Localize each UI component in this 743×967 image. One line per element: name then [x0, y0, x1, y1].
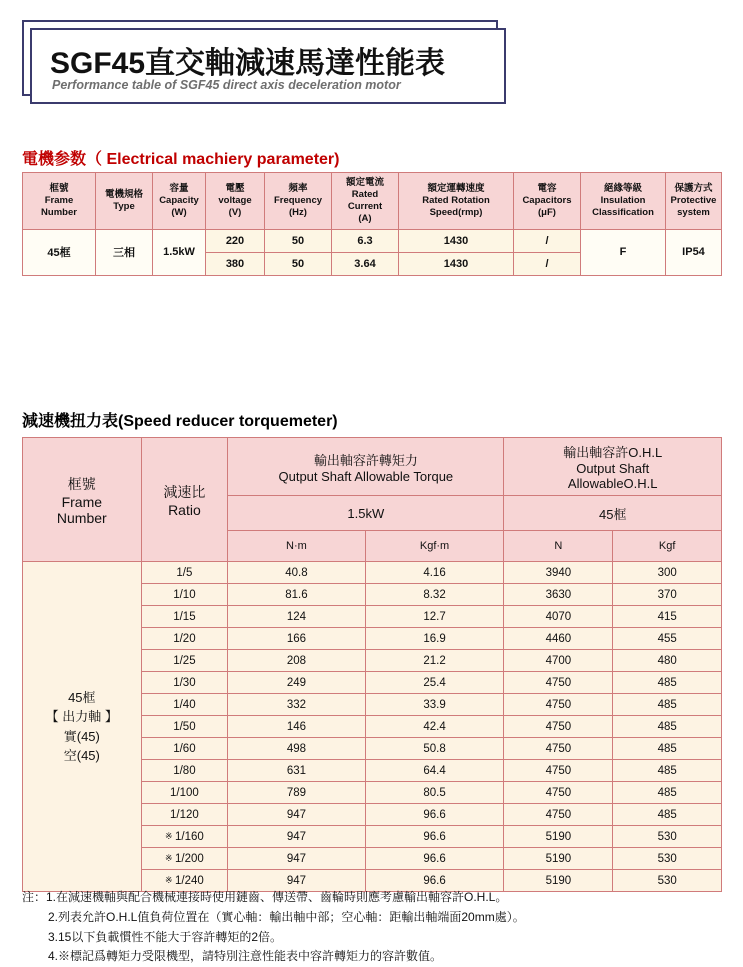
cell-ratio: 1/25: [141, 650, 228, 672]
cell-nm: 947: [228, 804, 365, 826]
cell-capacity: 1.5kW: [153, 229, 206, 275]
cell-n: 4750: [504, 738, 613, 760]
cell-ratio: 1/120: [141, 804, 228, 826]
cell-kgfm: 12.7: [365, 606, 504, 628]
notes-block: [22, 888, 722, 967]
cell-nm: 166: [228, 628, 365, 650]
cell-frame: 45框: [23, 229, 96, 275]
th-frame-number-en: Frame: [61, 493, 103, 510]
cell-kgf: 485: [613, 782, 722, 804]
th-frequency-zh: 頻率: [288, 182, 308, 194]
cell-n: 4750: [504, 782, 613, 804]
cell-type: 三相: [96, 229, 153, 275]
th-ratio-zh: 減速比: [163, 483, 206, 500]
cell-speed: 1430: [399, 229, 514, 252]
cell-nm: 947: [228, 848, 365, 870]
cell-nm: 146: [228, 716, 365, 738]
cell-ratio: 1/100: [141, 782, 228, 804]
th-rated-speed: [399, 173, 514, 230]
th-ohl-frame: 45框: [504, 496, 722, 531]
cell-nm: 789: [228, 782, 365, 804]
cell-kgfm: 80.5: [365, 782, 504, 804]
section-title-electrical: [22, 146, 339, 169]
cell-n: 4750: [504, 694, 613, 716]
cell-ratio: 1/30: [141, 672, 228, 694]
page-header: [22, 20, 502, 100]
th-unit-kgf: Kgf: [613, 531, 722, 562]
cell-nm: 947: [228, 870, 365, 892]
cell-n: 4750: [504, 804, 613, 826]
th-voltage-zh: 電壓: [225, 182, 245, 194]
th-frame-number: [23, 173, 96, 230]
cell-current: 6.3: [332, 229, 399, 252]
th-capacitors-en: Capacitors (μF): [522, 194, 572, 218]
table-header-row: [23, 438, 722, 496]
cell-kgfm: 96.6: [365, 870, 504, 892]
th-torque-en: Qutput Shaft Allowable Torque: [278, 468, 454, 484]
th-insulation-zh: 絕緣等級: [603, 182, 642, 194]
th-ohl-group: [504, 438, 722, 496]
th-rated-current-en: Rated Current (A): [347, 188, 383, 224]
cell-kgfm: 8.32: [365, 584, 504, 606]
th-unit-kgfm: Kgf·m: [365, 531, 504, 562]
header-frame-front: [30, 28, 506, 104]
th-frame-number-zh: 框號: [67, 475, 96, 492]
th-insulation: [581, 173, 666, 230]
cell-ratio: [141, 848, 228, 870]
cell-n: 4750: [504, 760, 613, 782]
th-ohl-en: Output Shaft: [576, 461, 650, 476]
th-rated-current: [332, 173, 399, 230]
cell-frame-label: [23, 562, 142, 892]
th-torque-zh: 輸出軸容許轉矩力: [313, 452, 418, 468]
cell-ratio: 1/60: [141, 738, 228, 760]
th-capacitors-zh: 電容: [537, 182, 557, 194]
cell-ratio: 1/15: [141, 606, 228, 628]
section-title-torque-zh: 減速機扭力表: [22, 413, 119, 430]
cell-ratio-value: 1/240: [175, 874, 204, 887]
th-frame-number-zh: 框號: [49, 182, 69, 194]
cell-nm: 631: [228, 760, 365, 782]
cell-nm: 81.6: [228, 584, 365, 606]
page-subtitle: Performance table of SGF45 direct axis deceleration motor: [52, 78, 401, 92]
frame-label-line-3: 實(45): [63, 728, 100, 744]
th-frequency-en: Frequency (Hz): [273, 194, 323, 218]
th-ohl-zh: 輸出軸容許O.H.L: [563, 445, 663, 460]
th-torque-group: [228, 438, 504, 496]
table-header-row: [23, 173, 722, 230]
th-type: [96, 173, 153, 230]
cell-kgfm: 33.9: [365, 694, 504, 716]
star-marker: ※: [164, 852, 176, 863]
cell-nm: 498: [228, 738, 365, 760]
cell-kgfm: 96.6: [365, 826, 504, 848]
cell-nm: 124: [228, 606, 365, 628]
star-marker: ※: [164, 830, 176, 841]
cell-nm: 208: [228, 650, 365, 672]
cell-kgf: 530: [613, 826, 722, 848]
cell-n: 5190: [504, 826, 613, 848]
section-title-torque: [22, 408, 338, 431]
cell-kgfm: 64.4: [365, 760, 504, 782]
cell-kgf: 370: [613, 584, 722, 606]
cell-n: 4460: [504, 628, 613, 650]
cell-kgf: 485: [613, 738, 722, 760]
cell-kgfm: 50.8: [365, 738, 504, 760]
cell-n: 4750: [504, 716, 613, 738]
motor-parameter-table: [22, 172, 722, 276]
cell-speed: 1430: [399, 252, 514, 275]
section-title-torque-en: (Speed reducer torquemeter): [118, 413, 338, 430]
th-unit-n: N: [504, 531, 613, 562]
th-rated-speed-en: Rated Rotation Speed(rmp): [422, 194, 490, 218]
cell-ratio: 1/10: [141, 584, 228, 606]
th-frame-number-en2: Number: [56, 509, 107, 526]
star-marker: ※: [164, 874, 176, 885]
cell-n: 5190: [504, 870, 613, 892]
note-line-1: 注：1.在減速機軸與配合機械連接時使用鏈齒、傳送帶、齒輪時則應考慮輸出軸容許O.H.L。: [22, 890, 508, 904]
cell-current: 3.64: [332, 252, 399, 275]
cell-capacitor: /: [514, 229, 581, 252]
th-capacity-zh: 容量: [169, 182, 189, 194]
cell-kgfm: 4.16: [365, 562, 504, 584]
cell-voltage: 380: [206, 252, 265, 275]
cell-kgf: 485: [613, 716, 722, 738]
cell-nm: 249: [228, 672, 365, 694]
th-type-en: Type: [113, 200, 135, 212]
cell-kgfm: 25.4: [365, 672, 504, 694]
cell-kgfm: 96.6: [365, 848, 504, 870]
th-ohl-en2: AllowableO.H.L: [567, 476, 658, 491]
cell-kgfm: 42.4: [365, 716, 504, 738]
table-row: [23, 562, 722, 584]
th-capacity: [153, 173, 206, 230]
cell-kgf: 415: [613, 606, 722, 628]
th-rated-speed-zh: 額定運轉速度: [427, 182, 485, 194]
th-capacitors: [514, 173, 581, 230]
th-capacity-en: Capacity (W): [159, 194, 199, 218]
cell-nm: 332: [228, 694, 365, 716]
cell-ratio: 1/5: [141, 562, 228, 584]
th-frame-number-en: Frame Number: [41, 194, 77, 218]
frame-label-line-2: 【 出力軸 】: [45, 709, 118, 724]
section-title-electrical-zh: 電機参数: [22, 151, 87, 168]
th-insulation-en: Insulation Classification: [592, 194, 654, 218]
cell-kgfm: 21.2: [365, 650, 504, 672]
cell-ratio: 1/50: [141, 716, 228, 738]
cell-protection: IP54: [666, 229, 722, 275]
cell-n: 4750: [504, 672, 613, 694]
cell-ratio: 1/20: [141, 628, 228, 650]
cell-n: 5190: [504, 848, 613, 870]
th-unit-nm: N·m: [228, 531, 365, 562]
th-torque-power: 1.5kW: [228, 496, 504, 531]
note-line-2: 2.列表允許O.H.L值負荷位置在（實心軸：輸出軸中部；空心軸：距輸出軸端面20mm處）。: [48, 909, 525, 924]
th-ratio-en: Ratio: [168, 501, 201, 518]
note-line-3: 3.15以下負載慣性不能大于容許轉矩的2倍。: [48, 929, 283, 944]
cell-kgf: 300: [613, 562, 722, 584]
cell-kgf: 530: [613, 870, 722, 892]
section-title-electrical-en: （ Electrical machiery parameter): [86, 151, 340, 168]
cell-n: 4070: [504, 606, 613, 628]
table-row: [23, 229, 722, 252]
cell-ratio-value: 1/160: [175, 830, 204, 843]
cell-n: 4700: [504, 650, 613, 672]
cell-kgf: 485: [613, 694, 722, 716]
cell-kgf: 530: [613, 848, 722, 870]
th-protection-en: Protective system: [670, 194, 717, 218]
th-rated-current-zh: 額定電流: [345, 177, 384, 188]
cell-frequency: 50: [265, 252, 332, 275]
cell-kgf: 455: [613, 628, 722, 650]
cell-ratio: [141, 826, 228, 848]
cell-kgf: 485: [613, 804, 722, 826]
cell-kgf: 485: [613, 760, 722, 782]
torque-table: [22, 437, 722, 892]
note-line-4: 4.※標記爲轉矩力受限機型，請特別注意性能表中容許轉矩力的容許數值。: [48, 949, 443, 964]
cell-ratio: 1/40: [141, 694, 228, 716]
cell-ratio-value: 1/200: [175, 852, 204, 865]
cell-voltage: 220: [206, 229, 265, 252]
cell-nm: 947: [228, 826, 365, 848]
cell-kgfm: 16.9: [365, 628, 504, 650]
th-frame-number: [23, 438, 142, 562]
th-voltage-en: voltage (V): [218, 194, 252, 218]
th-type-zh: 電機規格: [104, 188, 143, 200]
th-protection: [666, 173, 722, 230]
cell-kgf: 480: [613, 650, 722, 672]
th-voltage: [206, 173, 265, 230]
frame-label-line-4: 空(45): [63, 748, 100, 763]
th-protection-zh: 保護方式: [674, 182, 713, 194]
cell-capacitor: /: [514, 252, 581, 275]
th-ratio: [141, 438, 228, 562]
cell-kgfm: 96.6: [365, 804, 504, 826]
cell-insulation: F: [581, 229, 666, 275]
cell-n: 3940: [504, 562, 613, 584]
page-title: SGF45直交軸減速馬達性能表: [50, 47, 446, 80]
cell-kgf: 485: [613, 672, 722, 694]
cell-frequency: 50: [265, 229, 332, 252]
th-frequency: [265, 173, 332, 230]
cell-n: 3630: [504, 584, 613, 606]
cell-nm: 40.8: [228, 562, 365, 584]
cell-ratio: 1/80: [141, 760, 228, 782]
frame-label-line-1: 45框: [68, 689, 96, 705]
